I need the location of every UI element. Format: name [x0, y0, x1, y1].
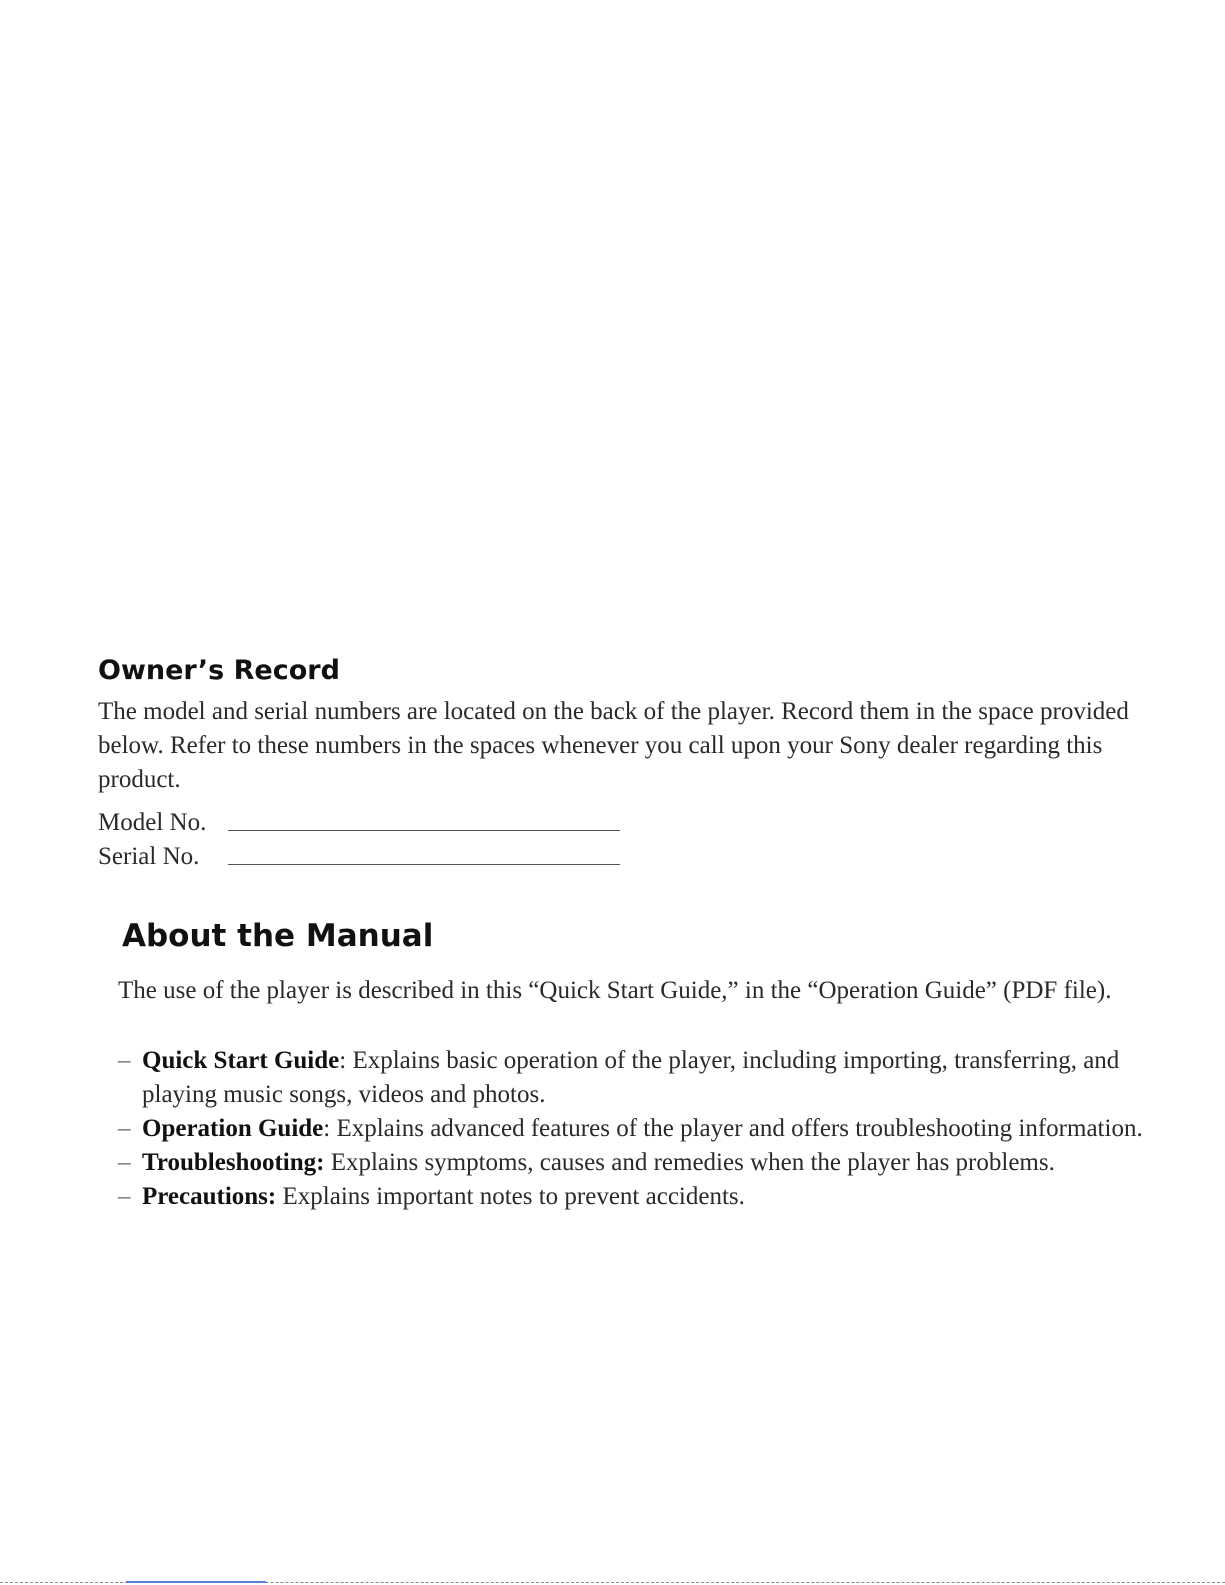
- manual-item-precautions: [118, 1180, 1158, 1214]
- footer-accent-line: [126, 1581, 266, 1583]
- owners-record-heading: Owner’s Record: [98, 655, 340, 686]
- manual-item-separator: :: [339, 1047, 353, 1074]
- about-manual-intro: The use of the player is described in this “Quick Start Guide,” in the “Operation Guide” (PDF file).: [118, 977, 1112, 1004]
- model-number-label: Model No.: [98, 809, 207, 836]
- manual-list: [118, 1044, 1158, 1214]
- dash-bullet: –: [118, 1115, 131, 1142]
- model-number-field: [98, 806, 620, 837]
- manual-item-text: Explains advanced features of the player and offers troubleshooting information.: [336, 1115, 1143, 1142]
- manual-item-quick-start: [118, 1044, 1158, 1112]
- manual-item-text: Explains symptoms, causes and remedies when the player has problems.: [330, 1149, 1055, 1176]
- owners-record-intro: The model and serial numbers are located on the back of the player. Record them in the space provided below. Refer to these numbers in the spaces whenever you call upon your Sony dealer regarding this product.: [98, 698, 1129, 793]
- manual-item-operation: [118, 1112, 1158, 1146]
- manual-item-term: Operation Guide: [142, 1115, 324, 1142]
- serial-number-field: [98, 840, 620, 871]
- dash-bullet: –: [118, 1149, 131, 1176]
- manual-item-troubleshooting: [118, 1146, 1158, 1180]
- serial-number-label: Serial No.: [98, 843, 200, 870]
- manual-item-term: Quick Start Guide: [142, 1047, 340, 1074]
- manual-item-term: Troubleshooting:: [142, 1149, 325, 1176]
- model-number-line: [228, 806, 620, 831]
- manual-item-text: Explains basic operation of the player, including importing, transferring, and playing music songs, videos and photos.: [142, 1047, 1120, 1108]
- manual-item-separator: :: [323, 1115, 337, 1142]
- dash-bullet: –: [118, 1047, 131, 1074]
- about-manual-heading: About the Manual: [122, 918, 434, 954]
- serial-number-line: [228, 840, 620, 865]
- dash-bullet: –: [118, 1183, 131, 1210]
- manual-item-term: Precautions:: [142, 1183, 277, 1210]
- manual-item-text: Explains important notes to prevent accidents.: [282, 1183, 745, 1210]
